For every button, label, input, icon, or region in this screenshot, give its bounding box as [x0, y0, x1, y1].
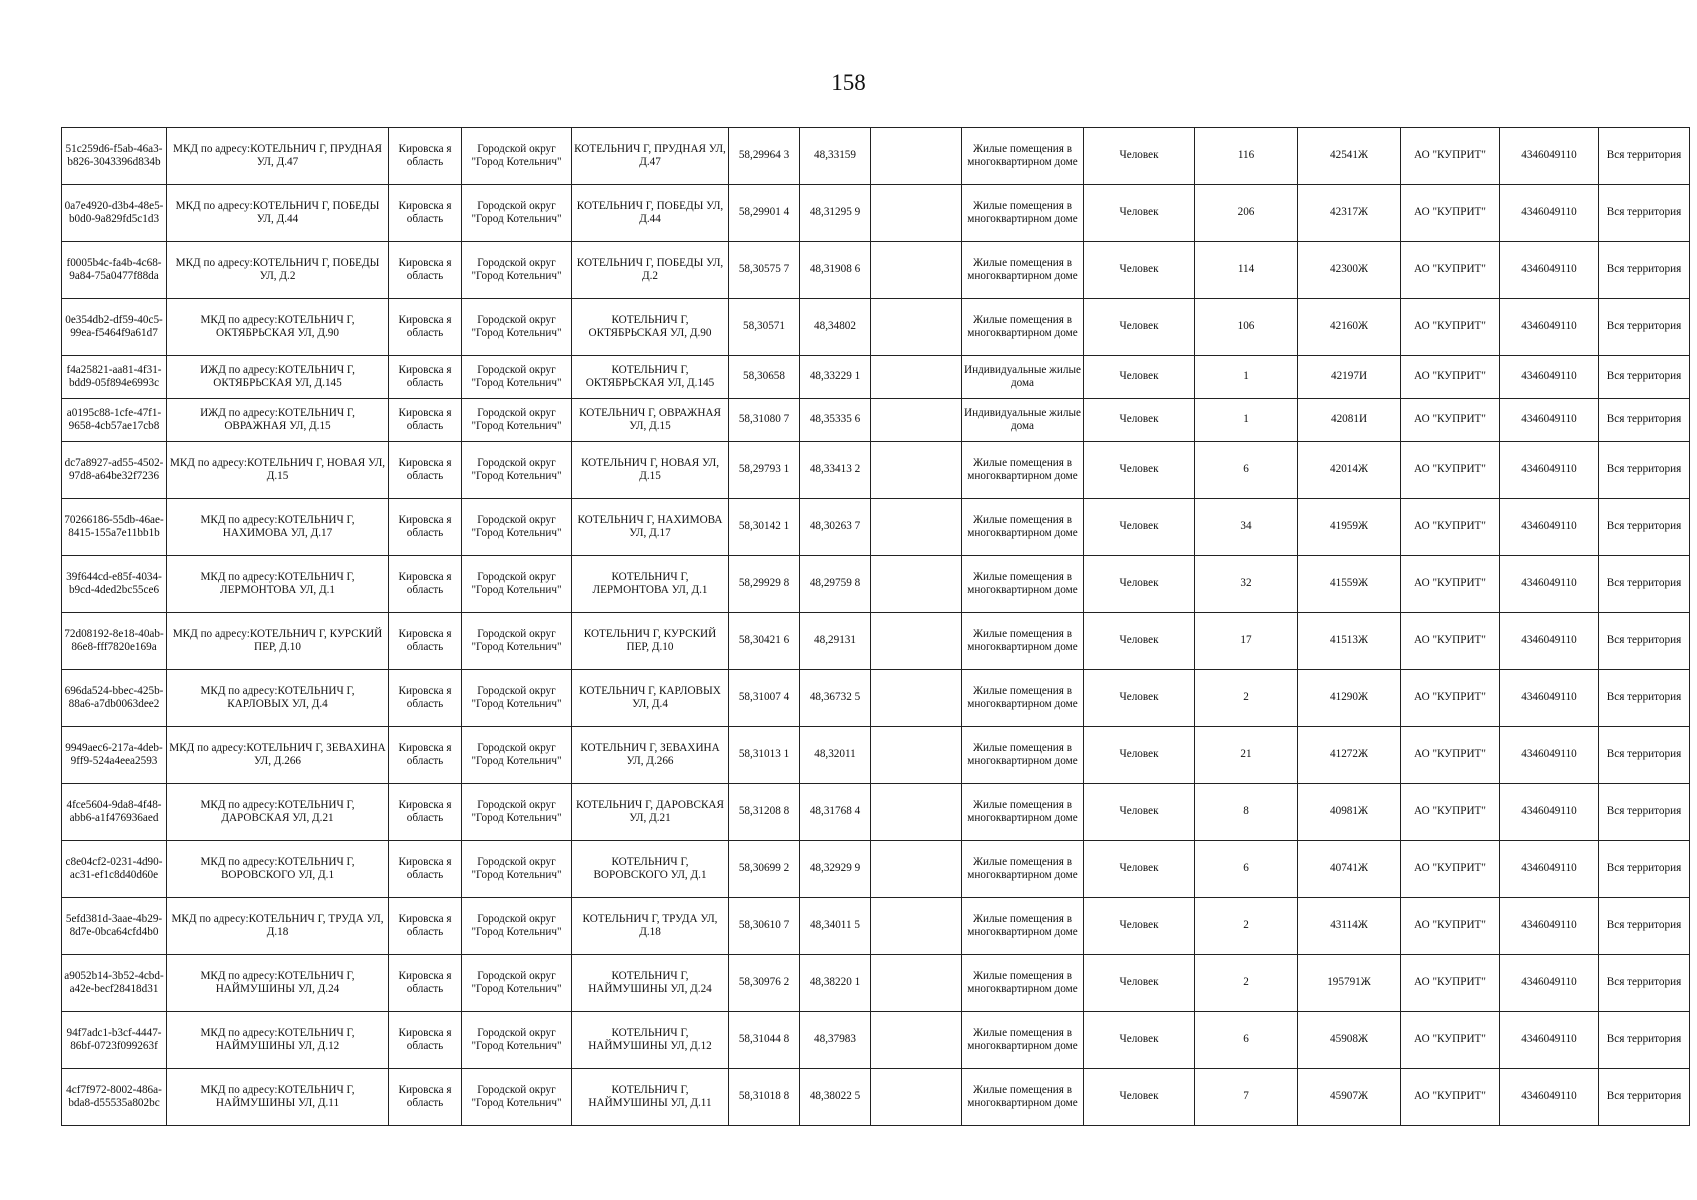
category-cell: Жилые помещения в многоквартирном доме	[962, 442, 1084, 499]
table-row	[62, 556, 1690, 613]
unit-cell: Человек	[1084, 299, 1195, 356]
table-row	[62, 727, 1690, 784]
object-name-cell: МКД по адресу:КОТЕЛЬНИЧ Г, ВОРОВСКОГО УЛ, Д.1	[167, 841, 389, 898]
region-cell: Кировска я область	[389, 1069, 462, 1126]
object-name-cell: МКД по адресу:КОТЕЛЬНИЧ Г, ПОБЕДЫ УЛ, Д.44	[167, 185, 389, 242]
object-name-cell: МКД по адресу:КОТЕЛЬНИЧ Г, ЛЕРМОНТОВА УЛ, Д.1	[167, 556, 389, 613]
count-cell: 206	[1195, 185, 1298, 242]
unit-cell: Человек	[1084, 185, 1195, 242]
organization-cell: АО "КУПРИТ"	[1401, 356, 1500, 399]
district-cell: Городской округ "Город Котельнич"	[462, 556, 572, 613]
empty-cell	[871, 955, 962, 1012]
inn-cell: 4346049110	[1500, 185, 1599, 242]
count-cell: 106	[1195, 299, 1298, 356]
longitude-cell: 48,31295 9	[800, 185, 871, 242]
latitude-cell: 58,30575 7	[729, 242, 800, 299]
empty-cell	[871, 499, 962, 556]
longitude-cell: 48,31908 6	[800, 242, 871, 299]
object-id-cell: f0005b4c-fa4b-4c68-9a84-75a0477f88da	[62, 242, 167, 299]
category-cell: Жилые помещения в многоквартирном доме	[962, 556, 1084, 613]
longitude-cell: 48,30263 7	[800, 499, 871, 556]
empty-cell	[871, 727, 962, 784]
latitude-cell: 58,29901 4	[729, 185, 800, 242]
object-id-cell: 9949aec6-217a-4deb-9ff9-524a4eea2593	[62, 727, 167, 784]
category-cell: Жилые помещения в многоквартирном доме	[962, 499, 1084, 556]
registry-table	[61, 127, 1690, 1126]
unit-cell: Человек	[1084, 1069, 1195, 1126]
organization-cell: АО "КУПРИТ"	[1401, 442, 1500, 499]
category-cell: Индивидуальные жилые дома	[962, 399, 1084, 442]
organization-cell: АО "КУПРИТ"	[1401, 242, 1500, 299]
region-cell: Кировска я область	[389, 185, 462, 242]
organization-cell: АО "КУПРИТ"	[1401, 1012, 1500, 1069]
region-cell: Кировска я область	[389, 955, 462, 1012]
longitude-cell: 48,38220 1	[800, 955, 871, 1012]
table-body	[62, 128, 1690, 1126]
address-cell: КОТЕЛЬНИЧ Г, ОКТЯБРЬСКАЯ УЛ, Д.90	[572, 299, 729, 356]
empty-cell	[871, 356, 962, 399]
latitude-cell: 58,31013 1	[729, 727, 800, 784]
address-cell: КОТЕЛЬНИЧ Г, НАЙМУШИНЫ УЛ, Д.11	[572, 1069, 729, 1126]
object-id-cell: 51c259d6-f5ab-46a3-b826-3043396d834b	[62, 128, 167, 185]
latitude-cell: 58,29964 3	[729, 128, 800, 185]
longitude-cell: 48,36732 5	[800, 670, 871, 727]
empty-cell	[871, 185, 962, 242]
organization-cell: АО "КУПРИТ"	[1401, 898, 1500, 955]
count-cell: 21	[1195, 727, 1298, 784]
district-cell: Городской округ "Город Котельнич"	[462, 784, 572, 841]
table-row	[62, 299, 1690, 356]
longitude-cell: 48,38022 5	[800, 1069, 871, 1126]
latitude-cell: 58,31007 4	[729, 670, 800, 727]
category-cell: Жилые помещения в многоквартирном доме	[962, 242, 1084, 299]
unit-cell: Человек	[1084, 1012, 1195, 1069]
region-cell: Кировска я область	[389, 670, 462, 727]
category-cell: Жилые помещения в многоквартирном доме	[962, 955, 1084, 1012]
territory-cell: Вся территория	[1599, 898, 1690, 955]
organization-cell: АО "КУПРИТ"	[1401, 499, 1500, 556]
unit-cell: Человек	[1084, 556, 1195, 613]
account-cell: 45907Ж	[1298, 1069, 1401, 1126]
object-name-cell: МКД по адресу:КОТЕЛЬНИЧ Г, НАЙМУШИНЫ УЛ, Д.11	[167, 1069, 389, 1126]
inn-cell: 4346049110	[1500, 356, 1599, 399]
address-cell: КОТЕЛЬНИЧ Г, ОВРАЖНАЯ УЛ, Д.15	[572, 399, 729, 442]
region-cell: Кировска я область	[389, 242, 462, 299]
district-cell: Городской округ "Город Котельнич"	[462, 356, 572, 399]
longitude-cell: 48,33413 2	[800, 442, 871, 499]
unit-cell: Человек	[1084, 242, 1195, 299]
count-cell: 6	[1195, 1012, 1298, 1069]
table-row	[62, 1012, 1690, 1069]
count-cell: 32	[1195, 556, 1298, 613]
object-id-cell: c8e04cf2-0231-4d90-ac31-ef1c8d40d60e	[62, 841, 167, 898]
count-cell: 114	[1195, 242, 1298, 299]
latitude-cell: 58,31080 7	[729, 399, 800, 442]
address-cell: КОТЕЛЬНИЧ Г, ДАРОВСКАЯ УЛ, Д.21	[572, 784, 729, 841]
account-cell: 43114Ж	[1298, 898, 1401, 955]
unit-cell: Человек	[1084, 442, 1195, 499]
district-cell: Городской округ "Город Котельнич"	[462, 399, 572, 442]
object-id-cell: 94f7adc1-b3cf-4447-86bf-0723f099263f	[62, 1012, 167, 1069]
object-id-cell: 4cf7f972-8002-486a-bda8-d55535a802bc	[62, 1069, 167, 1126]
object-id-cell: a9052b14-3b52-4cbd-a42e-becf28418d31	[62, 955, 167, 1012]
count-cell: 8	[1195, 784, 1298, 841]
object-id-cell: 4fce5604-9da8-4f48-abb6-a1f476936aed	[62, 784, 167, 841]
object-id-cell: 0a7e4920-d3b4-48e5-b0d0-9a829fd5c1d3	[62, 185, 167, 242]
empty-cell	[871, 299, 962, 356]
category-cell: Жилые помещения в многоквартирном доме	[962, 185, 1084, 242]
region-cell: Кировска я область	[389, 299, 462, 356]
address-cell: КОТЕЛЬНИЧ Г, НАЙМУШИНЫ УЛ, Д.12	[572, 1012, 729, 1069]
latitude-cell: 58,31018 8	[729, 1069, 800, 1126]
empty-cell	[871, 128, 962, 185]
account-cell: 42317Ж	[1298, 185, 1401, 242]
object-name-cell: МКД по адресу:КОТЕЛЬНИЧ Г, НАХИМОВА УЛ, Д.17	[167, 499, 389, 556]
category-cell: Жилые помещения в многоквартирном доме	[962, 841, 1084, 898]
count-cell: 7	[1195, 1069, 1298, 1126]
region-cell: Кировска я область	[389, 727, 462, 784]
territory-cell: Вся территория	[1599, 670, 1690, 727]
organization-cell: АО "КУПРИТ"	[1401, 299, 1500, 356]
region-cell: Кировска я область	[389, 1012, 462, 1069]
latitude-cell: 58,30142 1	[729, 499, 800, 556]
latitude-cell: 58,30976 2	[729, 955, 800, 1012]
object-id-cell: 5efd381d-3aae-4b29-8d7e-0bca64cfd4b0	[62, 898, 167, 955]
account-cell: 41513Ж	[1298, 613, 1401, 670]
address-cell: КОТЕЛЬНИЧ Г, ПРУДНАЯ УЛ, Д.47	[572, 128, 729, 185]
unit-cell: Человек	[1084, 784, 1195, 841]
table-row	[62, 399, 1690, 442]
longitude-cell: 48,33229 1	[800, 356, 871, 399]
organization-cell: АО "КУПРИТ"	[1401, 841, 1500, 898]
territory-cell: Вся территория	[1599, 442, 1690, 499]
inn-cell: 4346049110	[1500, 613, 1599, 670]
category-cell: Жилые помещения в многоквартирном доме	[962, 1012, 1084, 1069]
object-name-cell: МКД по адресу:КОТЕЛЬНИЧ Г, ПОБЕДЫ УЛ, Д.2	[167, 242, 389, 299]
account-cell: 42300Ж	[1298, 242, 1401, 299]
longitude-cell: 48,32929 9	[800, 841, 871, 898]
address-cell: КОТЕЛЬНИЧ Г, ВОРОВСКОГО УЛ, Д.1	[572, 841, 729, 898]
longitude-cell: 48,34011 5	[800, 898, 871, 955]
organization-cell: АО "КУПРИТ"	[1401, 727, 1500, 784]
object-id-cell: 696da524-bbec-425b-88a6-a7db0063dee2	[62, 670, 167, 727]
district-cell: Городской округ "Город Котельнич"	[462, 841, 572, 898]
longitude-cell: 48,32011	[800, 727, 871, 784]
address-cell: КОТЕЛЬНИЧ Г, ПОБЕДЫ УЛ, Д.2	[572, 242, 729, 299]
unit-cell: Человек	[1084, 670, 1195, 727]
longitude-cell: 48,29759 8	[800, 556, 871, 613]
inn-cell: 4346049110	[1500, 841, 1599, 898]
longitude-cell: 48,31768 4	[800, 784, 871, 841]
count-cell: 1	[1195, 399, 1298, 442]
table-row	[62, 670, 1690, 727]
inn-cell: 4346049110	[1500, 955, 1599, 1012]
inn-cell: 4346049110	[1500, 399, 1599, 442]
district-cell: Городской округ "Город Котельнич"	[462, 242, 572, 299]
table-row	[62, 841, 1690, 898]
object-name-cell: МКД по адресу:КОТЕЛЬНИЧ Г, ДАРОВСКАЯ УЛ, Д.21	[167, 784, 389, 841]
district-cell: Городской округ "Город Котельнич"	[462, 499, 572, 556]
latitude-cell: 58,29793 1	[729, 442, 800, 499]
unit-cell: Человек	[1084, 128, 1195, 185]
inn-cell: 4346049110	[1500, 442, 1599, 499]
address-cell: КОТЕЛЬНИЧ Г, ОКТЯБРЬСКАЯ УЛ, Д.145	[572, 356, 729, 399]
object-name-cell: МКД по адресу:КОТЕЛЬНИЧ Г, ОКТЯБРЬСКАЯ УЛ, Д.90	[167, 299, 389, 356]
object-id-cell: 70266186-55db-46ae-8415-155a7e11bb1b	[62, 499, 167, 556]
account-cell: 42197И	[1298, 356, 1401, 399]
unit-cell: Человек	[1084, 613, 1195, 670]
territory-cell: Вся территория	[1599, 128, 1690, 185]
longitude-cell: 48,33159	[800, 128, 871, 185]
empty-cell	[871, 442, 962, 499]
empty-cell	[871, 1069, 962, 1126]
object-name-cell: МКД по адресу:КОТЕЛЬНИЧ Г, НОВАЯ УЛ, Д.15	[167, 442, 389, 499]
count-cell: 34	[1195, 499, 1298, 556]
inn-cell: 4346049110	[1500, 1012, 1599, 1069]
unit-cell: Человек	[1084, 499, 1195, 556]
latitude-cell: 58,31044 8	[729, 1012, 800, 1069]
longitude-cell: 48,29131	[800, 613, 871, 670]
count-cell: 1	[1195, 356, 1298, 399]
empty-cell	[871, 556, 962, 613]
longitude-cell: 48,34802	[800, 299, 871, 356]
address-cell: КОТЕЛЬНИЧ Г, КАРЛОВЫХ УЛ, Д.4	[572, 670, 729, 727]
unit-cell: Человек	[1084, 727, 1195, 784]
object-name-cell: МКД по адресу:КОТЕЛЬНИЧ Г, КУРСКИЙ ПЕР, Д.10	[167, 613, 389, 670]
region-cell: Кировска я область	[389, 613, 462, 670]
district-cell: Городской округ "Город Котельнич"	[462, 128, 572, 185]
address-cell: КОТЕЛЬНИЧ Г, ПОБЕДЫ УЛ, Д.44	[572, 185, 729, 242]
table-row	[62, 784, 1690, 841]
account-cell: 42160Ж	[1298, 299, 1401, 356]
category-cell: Жилые помещения в многоквартирном доме	[962, 1069, 1084, 1126]
longitude-cell: 48,37983	[800, 1012, 871, 1069]
organization-cell: АО "КУПРИТ"	[1401, 399, 1500, 442]
empty-cell	[871, 670, 962, 727]
latitude-cell: 58,30699 2	[729, 841, 800, 898]
latitude-cell: 58,30658	[729, 356, 800, 399]
district-cell: Городской округ "Город Котельнич"	[462, 727, 572, 784]
inn-cell: 4346049110	[1500, 242, 1599, 299]
region-cell: Кировска я область	[389, 356, 462, 399]
territory-cell: Вся территория	[1599, 556, 1690, 613]
category-cell: Жилые помещения в многоквартирном доме	[962, 613, 1084, 670]
organization-cell: АО "КУПРИТ"	[1401, 128, 1500, 185]
territory-cell: Вся территория	[1599, 784, 1690, 841]
category-cell: Жилые помещения в многоквартирном доме	[962, 299, 1084, 356]
table-row	[62, 185, 1690, 242]
territory-cell: Вся территория	[1599, 299, 1690, 356]
longitude-cell: 48,35335 6	[800, 399, 871, 442]
object-name-cell: МКД по адресу:КОТЕЛЬНИЧ Г, ЗЕВАХИНА УЛ, Д.266	[167, 727, 389, 784]
object-id-cell: 0e354db2-df59-40c5-99ea-f5464f9a61d7	[62, 299, 167, 356]
inn-cell: 4346049110	[1500, 299, 1599, 356]
category-cell: Жилые помещения в многоквартирном доме	[962, 727, 1084, 784]
latitude-cell: 58,30421 6	[729, 613, 800, 670]
latitude-cell: 58,30571	[729, 299, 800, 356]
count-cell: 6	[1195, 442, 1298, 499]
count-cell: 2	[1195, 670, 1298, 727]
empty-cell	[871, 242, 962, 299]
inn-cell: 4346049110	[1500, 898, 1599, 955]
inn-cell: 4346049110	[1500, 499, 1599, 556]
organization-cell: АО "КУПРИТ"	[1401, 1069, 1500, 1126]
object-name-cell: МКД по адресу:КОТЕЛЬНИЧ Г, НАЙМУШИНЫ УЛ, Д.24	[167, 955, 389, 1012]
territory-cell: Вся территория	[1599, 727, 1690, 784]
object-id-cell: a0195c88-1cfe-47f1-9658-4cb57ae17cb8	[62, 399, 167, 442]
region-cell: Кировска я область	[389, 556, 462, 613]
object-name-cell: МКД по адресу:КОТЕЛЬНИЧ Г, ПРУДНАЯ УЛ, Д.47	[167, 128, 389, 185]
account-cell: 45908Ж	[1298, 1012, 1401, 1069]
region-cell: Кировска я область	[389, 841, 462, 898]
address-cell: КОТЕЛЬНИЧ Г, НОВАЯ УЛ, Д.15	[572, 442, 729, 499]
unit-cell: Человек	[1084, 399, 1195, 442]
region-cell: Кировска я область	[389, 399, 462, 442]
latitude-cell: 58,31208 8	[729, 784, 800, 841]
organization-cell: АО "КУПРИТ"	[1401, 955, 1500, 1012]
table-row	[62, 1069, 1690, 1126]
district-cell: Городской округ "Город Котельнич"	[462, 442, 572, 499]
address-cell: КОТЕЛЬНИЧ Г, ТРУДА УЛ, Д.18	[572, 898, 729, 955]
inn-cell: 4346049110	[1500, 128, 1599, 185]
region-cell: Кировска я область	[389, 784, 462, 841]
count-cell: 17	[1195, 613, 1298, 670]
region-cell: Кировска я область	[389, 499, 462, 556]
table-row	[62, 613, 1690, 670]
table-row	[62, 242, 1690, 299]
category-cell: Жилые помещения в многоквартирном доме	[962, 670, 1084, 727]
account-cell: 195791Ж	[1298, 955, 1401, 1012]
table-row	[62, 128, 1690, 185]
empty-cell	[871, 399, 962, 442]
empty-cell	[871, 1012, 962, 1069]
address-cell: КОТЕЛЬНИЧ Г, ЗЕВАХИНА УЛ, Д.266	[572, 727, 729, 784]
district-cell: Городской округ "Город Котельнич"	[462, 185, 572, 242]
unit-cell: Человек	[1084, 841, 1195, 898]
object-name-cell: МКД по адресу:КОТЕЛЬНИЧ Г, ТРУДА УЛ, Д.18	[167, 898, 389, 955]
category-cell: Жилые помещения в многоквартирном доме	[962, 898, 1084, 955]
object-name-cell: ИЖД по адресу:КОТЕЛЬНИЧ Г, ОКТЯБРЬСКАЯ УЛ, Д.145	[167, 356, 389, 399]
district-cell: Городской округ "Город Котельнич"	[462, 1069, 572, 1126]
district-cell: Городской округ "Город Котельнич"	[462, 1012, 572, 1069]
organization-cell: АО "КУПРИТ"	[1401, 670, 1500, 727]
district-cell: Городской округ "Город Котельнич"	[462, 955, 572, 1012]
address-cell: КОТЕЛЬНИЧ Г, КУРСКИЙ ПЕР, Д.10	[572, 613, 729, 670]
inn-cell: 4346049110	[1500, 670, 1599, 727]
district-cell: Городской округ "Город Котельнич"	[462, 898, 572, 955]
territory-cell: Вся территория	[1599, 1012, 1690, 1069]
unit-cell: Человек	[1084, 955, 1195, 1012]
territory-cell: Вся территория	[1599, 399, 1690, 442]
account-cell: 40981Ж	[1298, 784, 1401, 841]
address-cell: КОТЕЛЬНИЧ Г, НАХИМОВА УЛ, Д.17	[572, 499, 729, 556]
unit-cell: Человек	[1084, 898, 1195, 955]
category-cell: Индивидуальные жилые дома	[962, 356, 1084, 399]
inn-cell: 4346049110	[1500, 784, 1599, 841]
organization-cell: АО "КУПРИТ"	[1401, 784, 1500, 841]
territory-cell: Вся территория	[1599, 499, 1690, 556]
object-name-cell: ИЖД по адресу:КОТЕЛЬНИЧ Г, ОВРАЖНАЯ УЛ, Д.15	[167, 399, 389, 442]
empty-cell	[871, 898, 962, 955]
count-cell: 2	[1195, 955, 1298, 1012]
district-cell: Городской округ "Город Котельнич"	[462, 299, 572, 356]
inn-cell: 4346049110	[1500, 1069, 1599, 1126]
territory-cell: Вся территория	[1599, 185, 1690, 242]
account-cell: 41559Ж	[1298, 556, 1401, 613]
territory-cell: Вся территория	[1599, 242, 1690, 299]
account-cell: 42081И	[1298, 399, 1401, 442]
region-cell: Кировска я область	[389, 898, 462, 955]
page-number: 158	[831, 70, 866, 95]
category-cell: Жилые помещения в многоквартирном доме	[962, 784, 1084, 841]
unit-cell: Человек	[1084, 356, 1195, 399]
account-cell: 41290Ж	[1298, 670, 1401, 727]
account-cell: 40741Ж	[1298, 841, 1401, 898]
table-row	[62, 955, 1690, 1012]
region-cell: Кировска я область	[389, 442, 462, 499]
count-cell: 6	[1195, 841, 1298, 898]
empty-cell	[871, 784, 962, 841]
empty-cell	[871, 841, 962, 898]
address-cell: КОТЕЛЬНИЧ Г, ЛЕРМОНТОВА УЛ, Д.1	[572, 556, 729, 613]
object-id-cell: dc7a8927-ad55-4502-97d8-a64be32f7236	[62, 442, 167, 499]
address-cell: КОТЕЛЬНИЧ Г, НАЙМУШИНЫ УЛ, Д.24	[572, 955, 729, 1012]
table-row	[62, 356, 1690, 399]
organization-cell: АО "КУПРИТ"	[1401, 185, 1500, 242]
object-id-cell: 39f644cd-e85f-4034-b9cd-4ded2bc55ce6	[62, 556, 167, 613]
region-cell: Кировска я область	[389, 128, 462, 185]
inn-cell: 4346049110	[1500, 556, 1599, 613]
account-cell: 41272Ж	[1298, 727, 1401, 784]
territory-cell: Вся территория	[1599, 955, 1690, 1012]
account-cell: 42541Ж	[1298, 128, 1401, 185]
table-row	[62, 499, 1690, 556]
account-cell: 41959Ж	[1298, 499, 1401, 556]
account-cell: 42014Ж	[1298, 442, 1401, 499]
object-name-cell: МКД по адресу:КОТЕЛЬНИЧ Г, КАРЛОВЫХ УЛ, Д.4	[167, 670, 389, 727]
district-cell: Городской округ "Город Котельнич"	[462, 613, 572, 670]
district-cell: Городской округ "Город Котельнич"	[462, 670, 572, 727]
table-row	[62, 898, 1690, 955]
table-row	[62, 442, 1690, 499]
inn-cell: 4346049110	[1500, 727, 1599, 784]
latitude-cell: 58,30610 7	[729, 898, 800, 955]
count-cell: 2	[1195, 898, 1298, 955]
category-cell: Жилые помещения в многоквартирном доме	[962, 128, 1084, 185]
empty-cell	[871, 613, 962, 670]
latitude-cell: 58,29929 8	[729, 556, 800, 613]
organization-cell: АО "КУПРИТ"	[1401, 613, 1500, 670]
object-name-cell: МКД по адресу:КОТЕЛЬНИЧ Г, НАЙМУШИНЫ УЛ, Д.12	[167, 1012, 389, 1069]
territory-cell: Вся территория	[1599, 841, 1690, 898]
organization-cell: АО "КУПРИТ"	[1401, 556, 1500, 613]
territory-cell: Вся территория	[1599, 1069, 1690, 1126]
territory-cell: Вся территория	[1599, 356, 1690, 399]
object-id-cell: f4a25821-aa81-4f31-bdd9-05f894e6993c	[62, 356, 167, 399]
count-cell: 116	[1195, 128, 1298, 185]
territory-cell: Вся территория	[1599, 613, 1690, 670]
object-id-cell: 72d08192-8e18-40ab-86e8-fff7820e169a	[62, 613, 167, 670]
